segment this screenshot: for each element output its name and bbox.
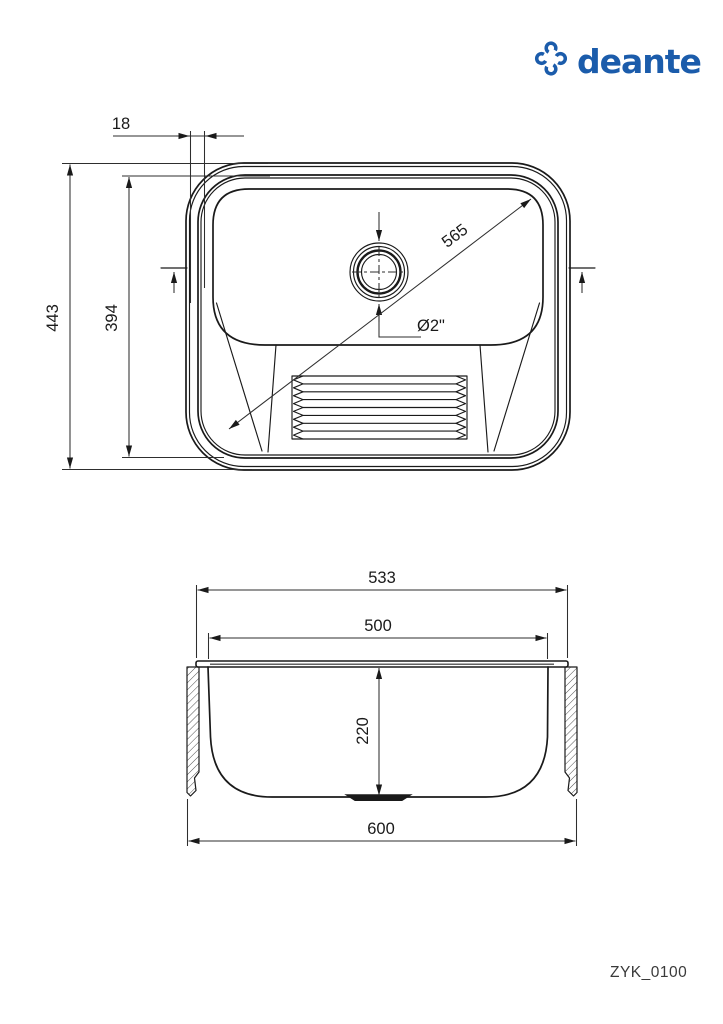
brand-wordmark: deante [577,42,701,81]
product-code: ZYK_0100 [610,964,688,981]
bowl-section-profile [208,667,548,797]
centerline-mark-right [569,268,595,293]
pinwheel-arc [544,62,557,75]
flange-inner-edge-inner-line [201,178,555,455]
drain-circles [350,243,408,301]
countertop-hatch-left [187,667,199,796]
top-view-drawing [44,115,595,470]
brand-logo [535,41,701,81]
drain-recess-section [346,795,411,801]
dim-533-rim-width: 533 [368,569,396,587]
dimension-flange-width [112,115,244,303]
countertop-hatch-right [565,667,577,796]
pinwheel-arc [535,52,548,65]
bowl-floor-edge-right [480,345,488,452]
dimension-outer-length [44,164,268,470]
dim-600-overall-width: 600 [367,820,395,838]
rim-outer-edge-inner-line [190,167,567,467]
washboard [292,376,467,439]
dimension-bowl-depth [354,668,379,796]
washboard-ribs [303,384,456,431]
pinwheel-icon [535,41,567,75]
rim-outer-edge [186,163,570,470]
washboard-zigzag-right [456,376,466,439]
dim-220-bowl-depth: 220 [354,717,372,745]
front-wall-edge-right [494,303,540,451]
drain-diameter-leader [379,308,421,337]
dim-443-outer-length: 443 [44,304,62,332]
centerline-mark-left [161,268,187,293]
dim-line-diagonal [229,199,531,429]
section-view-drawing [187,569,577,846]
pinwheel-arc [554,52,567,65]
dimension-rim-width [197,569,568,658]
dim-drain-diameter: Ø2" [417,317,445,335]
dim-394-inner-length: 394 [103,304,121,332]
pinwheel-arc [544,41,557,54]
bowl-outline [213,189,543,345]
dimension-overall-width [188,799,577,846]
dimension-bowl-width [209,617,548,659]
dim-565-diagonal: 565 [438,220,472,252]
dim-18-flange-width: 18 [111,115,131,133]
front-wall-edge-left [217,303,263,451]
washboard-zigzag-left [294,376,304,439]
dim-500-bowl-width: 500 [364,617,392,635]
